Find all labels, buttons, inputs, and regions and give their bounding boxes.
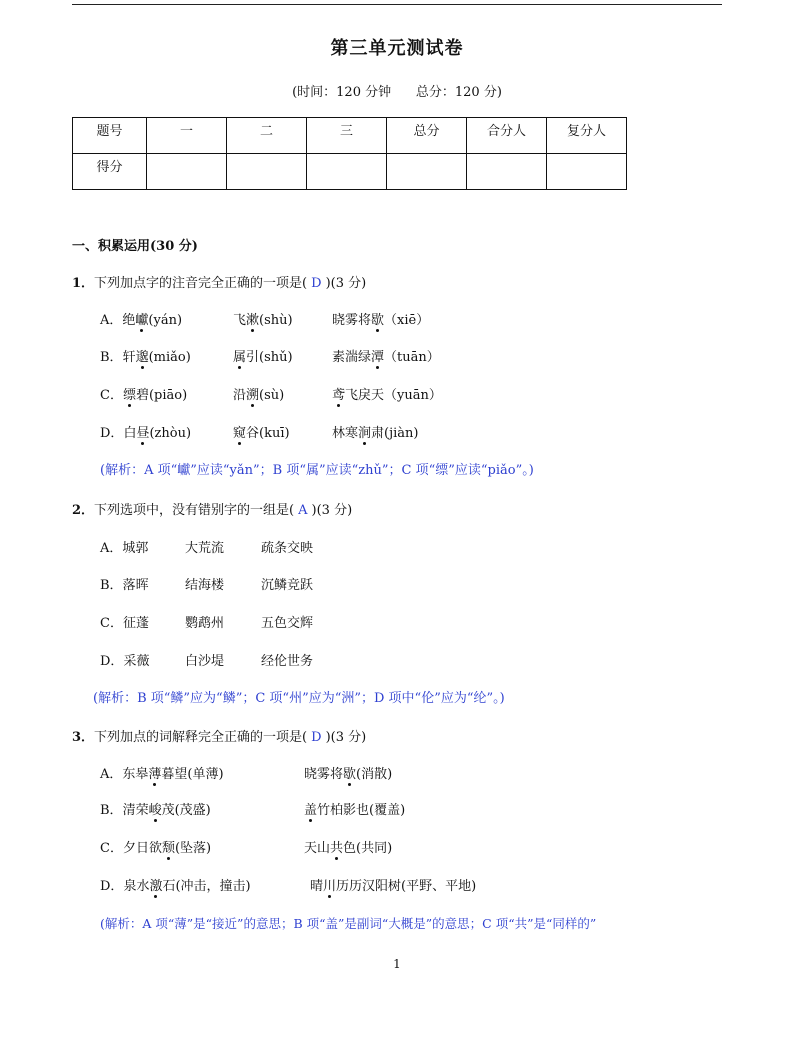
- score-header-cell: 题号: [73, 118, 147, 154]
- option-label: D．: [100, 426, 124, 441]
- option-text: 轩: [122, 350, 136, 365]
- option-text: 天山: [304, 841, 331, 856]
- option-label: D．: [100, 654, 124, 669]
- option-label: B．: [100, 803, 123, 818]
- option-label: A．: [100, 767, 123, 782]
- page-number: 1: [393, 957, 401, 971]
- answer-letter: A: [298, 503, 308, 518]
- option-text: 五色交辉: [261, 616, 314, 631]
- question-number: 3．: [72, 730, 95, 745]
- option-text: (zhòu): [149, 426, 192, 441]
- option-text: 引(shǔ): [246, 350, 293, 365]
- option-text: 碧(piāo): [135, 388, 188, 403]
- option-text: 飞: [233, 313, 247, 328]
- dotted-char: 歇: [343, 767, 357, 782]
- question-points: )(3 分): [325, 730, 367, 745]
- option-text: 历历汉阳树(平野、平地): [336, 879, 477, 894]
- option-text: 石(冲击，撞击): [162, 879, 251, 894]
- score-header-cell: 二: [227, 118, 307, 154]
- score-cell: [147, 154, 227, 190]
- question-1-analysis: (解析：A 项“巘”应读“yǎn”；B 项“属”应读“zhǔ”；C 项“缥”应读“piǎo”。): [100, 463, 534, 478]
- dotted-char: 共: [330, 841, 344, 856]
- option-text: 经伦世务: [261, 654, 314, 669]
- option-text: 暮望(单薄): [161, 767, 224, 782]
- option-text: 晓雾将: [332, 313, 372, 328]
- option-text: (yán): [148, 313, 183, 328]
- option-text: 清荣: [122, 803, 149, 818]
- score-header-cell: 复分人: [547, 118, 627, 154]
- option-text: 征蓬: [122, 616, 149, 631]
- option-label: C．: [100, 841, 123, 856]
- question-number: 2．: [72, 503, 95, 518]
- option-label: A．: [100, 313, 123, 328]
- question-1-stem: [72, 272, 366, 291]
- score-header-cell: 合分人: [467, 118, 547, 154]
- option-text: 白沙堤: [185, 654, 225, 669]
- dotted-char: 涧: [358, 426, 372, 441]
- question-3-analysis: (解析：A 项“薄”是“接近”的意思；B 项“盖”是副词“大概是”的意思；C 项“共”是“同样的”: [100, 916, 597, 931]
- option-text: （xiē）: [384, 313, 430, 328]
- dotted-char: 鸢: [332, 388, 346, 403]
- dotted-char: 属: [233, 350, 247, 365]
- dotted-char: 漱: [246, 313, 260, 328]
- dotted-char: 峻: [148, 803, 162, 818]
- option-text: 绝: [122, 313, 136, 328]
- option-text: 落晖: [122, 578, 149, 593]
- score-table-header-row: [73, 118, 627, 154]
- option-label: C．: [100, 616, 123, 631]
- option-label: B．: [100, 350, 123, 365]
- score-header-cell: 总分: [387, 118, 467, 154]
- option-text: 鹦鹉州: [185, 616, 225, 631]
- option-label: C．: [100, 388, 123, 403]
- question-2-stem: [72, 499, 352, 518]
- dotted-char: 颓: [161, 841, 175, 856]
- question-text: 下列选项中，没有错别字的一组是(: [94, 503, 295, 518]
- score-table-score-row: [73, 154, 627, 190]
- option-text: (坠落): [174, 841, 212, 856]
- score-header-cell: 一: [147, 118, 227, 154]
- option-text: 大荒流: [185, 541, 225, 556]
- option-text: 城郭: [122, 541, 149, 556]
- score-table: [72, 117, 627, 190]
- dotted-char: 窥: [233, 426, 247, 441]
- option-text: (miǎo): [148, 350, 191, 365]
- question-text: 下列加点字的注音完全正确的一项是(: [94, 276, 308, 291]
- question-points: )(3 分): [311, 503, 353, 518]
- question-2-analysis: (解析：B 项“鳞”应为“鳞”；C 项“州”应为“洲”；D 项中“伦”应为“纶”。): [93, 691, 505, 706]
- dotted-char: 激: [149, 879, 163, 894]
- score-cell: [227, 154, 307, 190]
- option-text: 疏条交映: [261, 541, 314, 556]
- score-cell: [387, 154, 467, 190]
- answer-letter: D: [311, 730, 322, 745]
- score-cell: [547, 154, 627, 190]
- option-text: 白: [123, 426, 137, 441]
- page-title: 第三单元测试卷: [330, 38, 464, 59]
- score-cell: [307, 154, 387, 190]
- section-heading: 一、积累运用(30 分): [72, 239, 198, 254]
- option-label: A．: [100, 541, 123, 556]
- option-text: (sù): [259, 388, 285, 403]
- option-text: 东皋: [122, 767, 149, 782]
- question-points: )(3 分): [325, 276, 367, 291]
- question-number: 1．: [72, 276, 95, 291]
- option-text: 肃(jiàn): [371, 426, 419, 441]
- option-text: 竹柏影也(覆盖): [317, 803, 406, 818]
- score-cell: [467, 154, 547, 190]
- option-label: D．: [100, 879, 124, 894]
- option-text: 夕日欲: [122, 841, 162, 856]
- option-text: 林寒: [332, 426, 359, 441]
- dotted-char: 溯: [246, 388, 260, 403]
- option-text: 谷(kuī): [246, 426, 290, 441]
- option-text: 晓雾将: [304, 767, 344, 782]
- option-text: (shù): [259, 313, 293, 328]
- option-label: B．: [100, 578, 123, 593]
- option-text: 泉水: [123, 879, 150, 894]
- option-text: 沿: [233, 388, 247, 403]
- option-text: 沉鳞竞跃: [261, 578, 314, 593]
- answer-letter: D: [311, 276, 322, 291]
- question-text: 下列加点的词解释完全正确的一项是(: [94, 730, 308, 745]
- dotted-char: 巘: [135, 313, 149, 328]
- option-text: 飞戾天（yuān）: [345, 388, 442, 403]
- question-3-stem: [72, 726, 366, 745]
- dotted-char: 歇: [371, 313, 385, 328]
- option-text: 素湍绿: [332, 350, 372, 365]
- option-text: 结海楼: [185, 578, 225, 593]
- dotted-char: 昼: [136, 426, 150, 441]
- option-text: (消散): [356, 767, 393, 782]
- exam-time-info: (时间：120 分钟 总分：120 分): [292, 85, 502, 100]
- option-text: 色(共同): [343, 841, 393, 856]
- dotted-char: 邈: [135, 350, 149, 365]
- option-text: 采薇: [123, 654, 150, 669]
- dotted-char: 川: [323, 879, 337, 894]
- option-text: 茂(茂盛): [161, 803, 211, 818]
- dotted-char: 盖: [304, 803, 318, 818]
- dotted-char: 缥: [122, 388, 136, 403]
- dotted-char: 潭: [371, 350, 385, 365]
- top-rule: [72, 4, 722, 5]
- score-header-cell: 三: [307, 118, 387, 154]
- option-text: （tuān）: [384, 350, 440, 365]
- dotted-char: 薄: [148, 767, 162, 782]
- option-text: 晴: [310, 879, 324, 894]
- score-row-label: 得分: [73, 154, 147, 190]
